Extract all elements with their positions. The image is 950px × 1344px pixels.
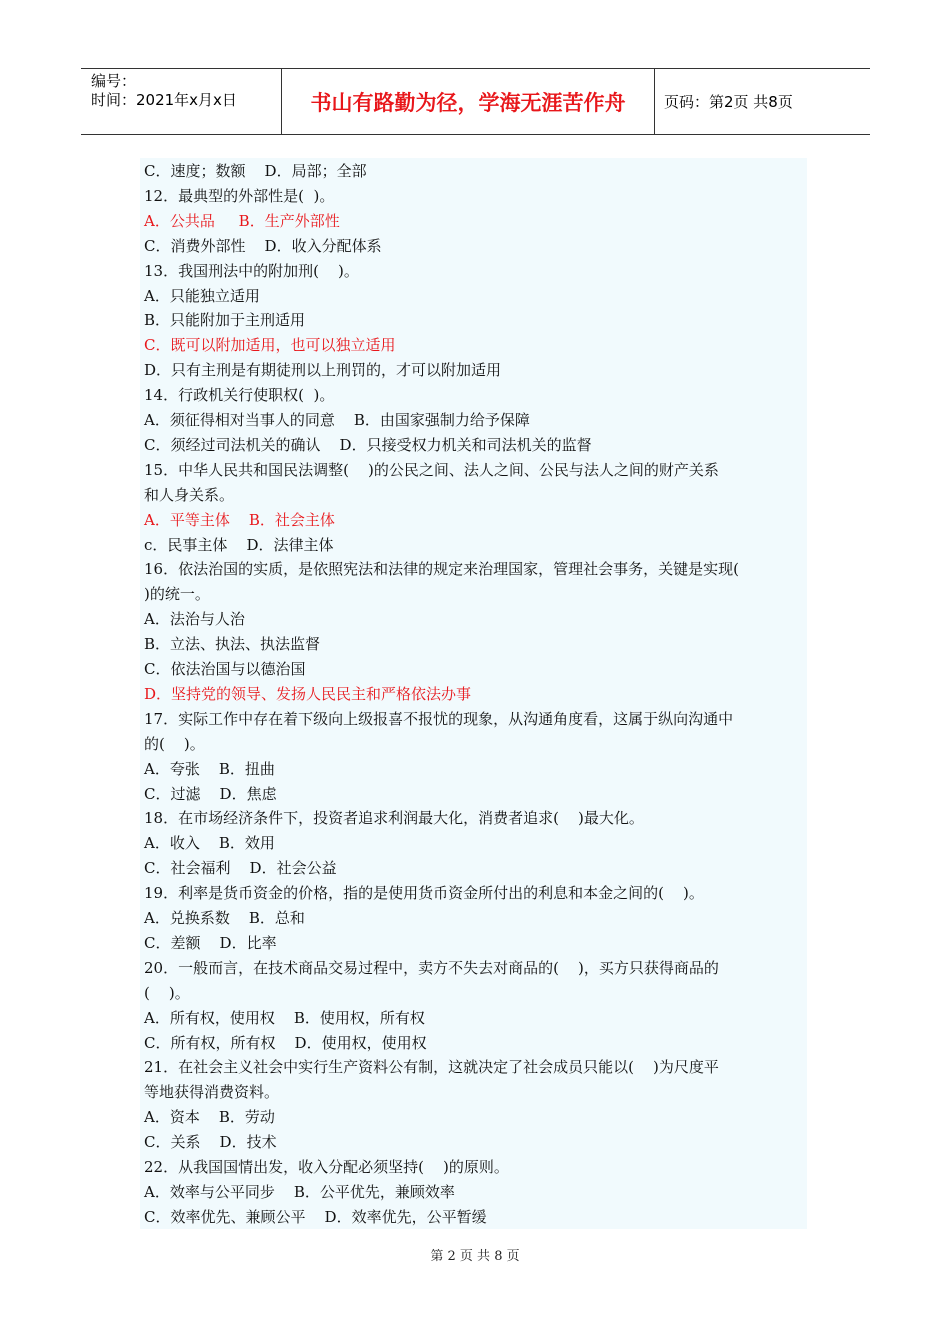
question-line: C．关系 D．技术 [144, 1133, 277, 1152]
question-line: C．效率优先、兼顾公平 D．效率优先，公平暂缓 [144, 1207, 487, 1226]
question-line: A．所有权，使用权 B．使用权，所有权 [144, 1008, 425, 1027]
question-line: c．民事主体 D．法律主体 [144, 535, 334, 554]
question-line: 13．我国刑法中的附加刑( )。 [144, 261, 359, 280]
question-line: 19．利率是货币资金的价格，指的是使用货币资金所付出的利息和本金之间的( )。 [144, 884, 704, 903]
header-meta [81, 69, 282, 134]
question-line: 15．中华人民共和国民法调整( )的公民之间、法人之间、公民与法人之间的财产关系 [144, 460, 719, 479]
answer-line-highlighted: D．坚持党的领导、发扬人民民主和严格依法办事 [144, 684, 472, 703]
question-line: C．差额 D．比率 [144, 933, 277, 952]
page-header [81, 68, 870, 135]
header-page-info: 页码：第2页 共8页 [664, 93, 793, 111]
document-date: 时间：2021年x月x日 [91, 91, 237, 109]
question-line: 21．在社会主义社会中实行生产资料公有制，这就决定了社会成员只能以( )为尺度平 [144, 1058, 719, 1077]
question-line: C．所有权，所有权 D．使用权，使用权 [144, 1033, 427, 1052]
question-line: A．收入 B．效用 [144, 834, 275, 853]
question-line: C．速度；数额 D．局部；全部 [144, 162, 367, 180]
question-line: A．效率与公平同步 B．公平优先，兼顾效率 [144, 1182, 455, 1201]
document-number-label: 编号： [91, 72, 137, 90]
question-line: 12．最典型的外部性是( )。 [144, 186, 335, 205]
question-line: A．兑换系数 B．总和 [144, 909, 305, 927]
question-line: 14．行政机关行使职权( )。 [144, 386, 335, 405]
question-line: 和人身关系。 [144, 485, 235, 504]
question-line: A．须征得相对当事人的同意 B．由国家强制力给予保障 [144, 411, 530, 429]
question-line: B．只能附加于主刑适用 [144, 311, 306, 330]
page-footer: 第 2 页 共 8 页 [430, 1249, 520, 1264]
question-content [140, 158, 807, 1229]
question-line: 18．在市场经济条件下，投资者追求利润最大化，消费者追求( )最大化。 [144, 809, 644, 828]
question-line: A．法治与人治 [144, 610, 245, 629]
question-line: C．消费外部性 D．收入分配体系 [144, 236, 382, 255]
answer-line-highlighted: A．公共品 B．生产外部性 [144, 211, 340, 230]
question-line: C．依法治国与以德治国 [144, 660, 306, 678]
question-line: D．只有主刑是有期徒刑以上刑罚的，才可以附加适用 [144, 361, 502, 380]
question-line: C．须经过司法机关的确认 D．只接受权力机关和司法机关的监督 [144, 435, 592, 454]
question-line: 22．从我国国情出发，收入分配必须坚持( )的原则。 [144, 1158, 509, 1176]
question-line: B．立法、执法、执法监督 [144, 635, 321, 654]
question-line: ( )。 [144, 983, 190, 1002]
question-line: 的( )。 [144, 734, 205, 753]
question-line: A．资本 B．劳动 [144, 1108, 275, 1127]
answer-line-highlighted: C．既可以附加适用，也可以独立适用 [144, 336, 396, 355]
question-line: 17．实际工作中存在着下级向上级报喜不报忧的现象，从沟通角度看，这属于纵向沟通中 [144, 709, 734, 728]
question-line: C．社会福利 D．社会公益 [144, 859, 337, 878]
header-motto: 书山有路勤为径，学海无涯苦作舟 [282, 69, 655, 134]
question-line: A．只能独立适用 [144, 286, 260, 305]
question-line: )的统一。 [144, 585, 210, 604]
question-line: C．过滤 D．焦虑 [144, 784, 277, 803]
answer-line-highlighted: A．平等主体 B．社会主体 [144, 510, 335, 529]
question-line: 等地获得消费资料。 [144, 1083, 280, 1102]
question-line: A．夸张 B．扭曲 [144, 759, 275, 778]
question-line: 16．依法治国的实质，是依照宪法和法律的规定来治理国家，管理社会事务，关键是实现( [144, 560, 739, 579]
question-line: 20．一般而言，在技术商品交易过程中，卖方不失去对商品的( )，买方只获得商品的 [144, 958, 719, 977]
